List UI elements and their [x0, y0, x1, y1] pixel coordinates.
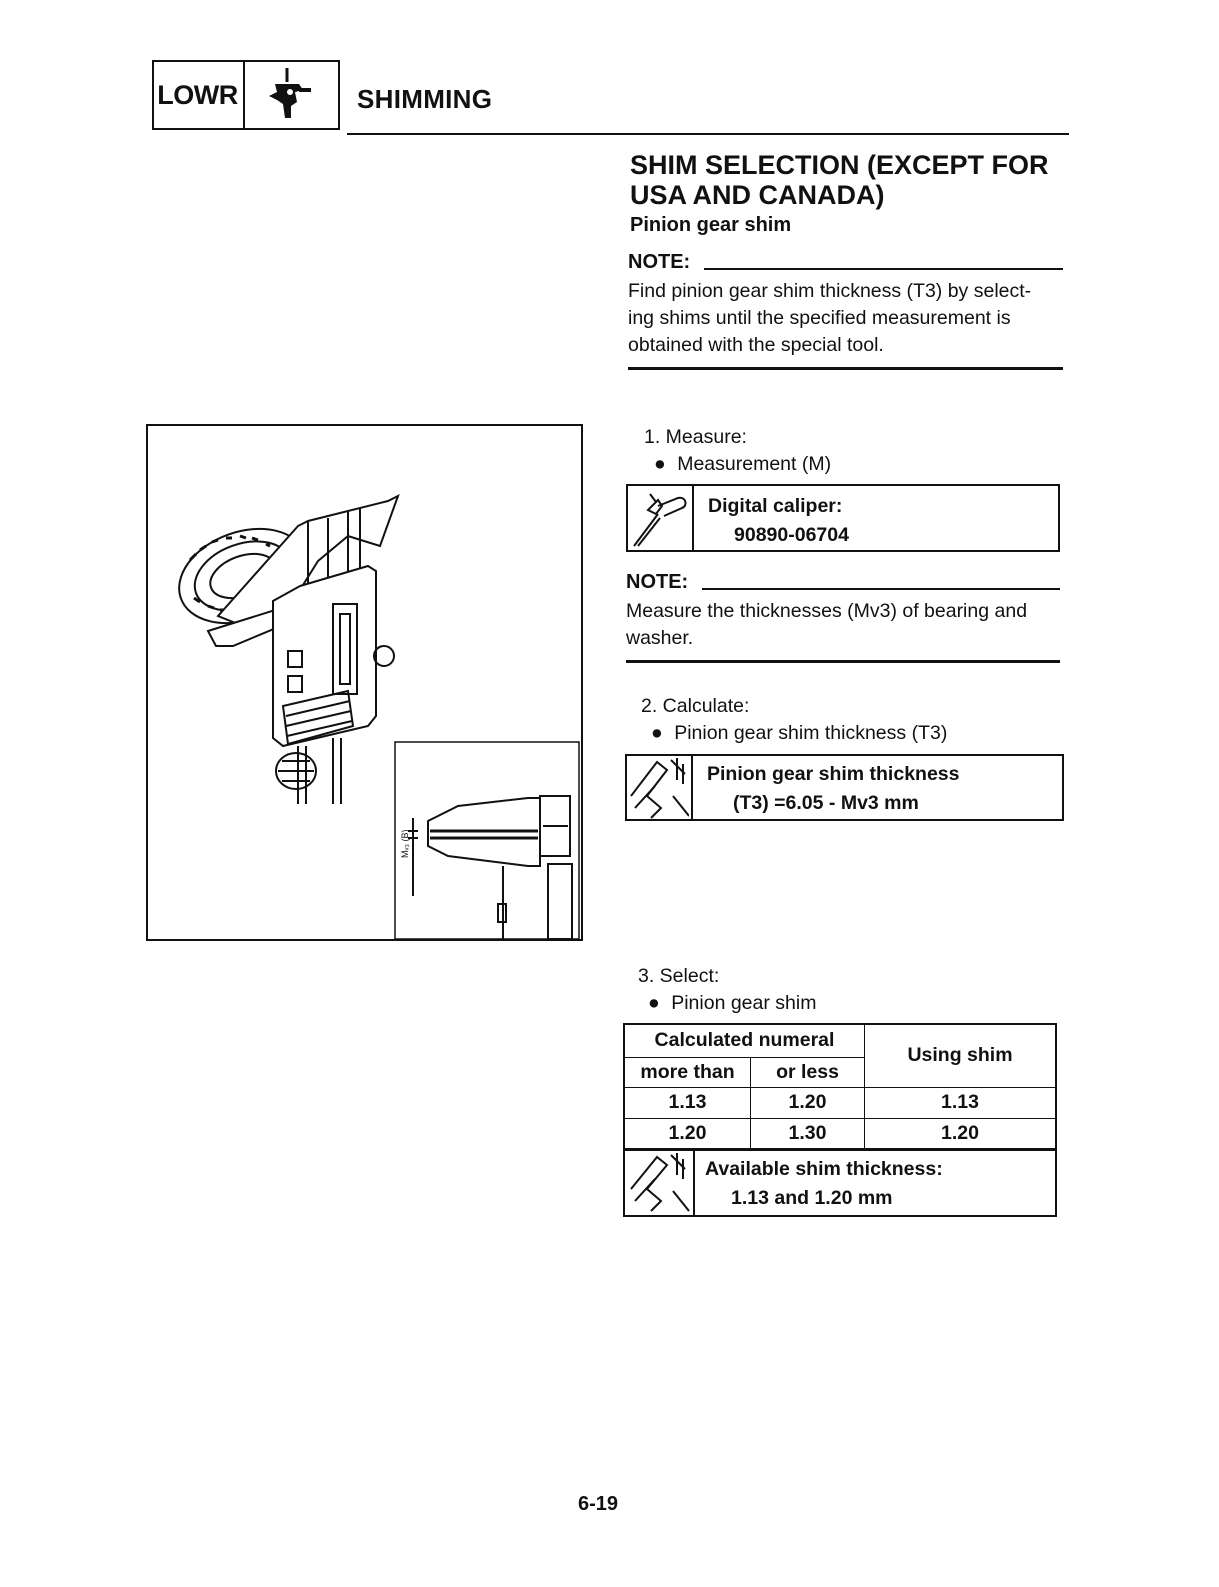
- bullet-dot: ●: [651, 722, 663, 744]
- note-line: ing shims until the specified measurement is: [628, 307, 1011, 329]
- cell-using-shim: 1.13: [865, 1087, 1056, 1118]
- header-rule: [347, 133, 1069, 135]
- step-1-heading: 1. Measure:: [644, 426, 747, 448]
- shim-selection-table: [623, 1023, 1057, 1217]
- digital-caliper-illustration: [146, 424, 583, 941]
- tool-part-number: 90890-06704: [734, 524, 849, 546]
- special-tool-box: [626, 484, 1060, 552]
- shim-table-grid: [625, 1025, 1055, 1149]
- note-label: NOTE:: [628, 251, 691, 273]
- step-1-bullet-text: Measurement (M): [677, 453, 832, 475]
- procedure-title-line-2: USA AND CANADA): [630, 180, 885, 210]
- available-shim-label: Available shim thickness:: [705, 1157, 943, 1180]
- available-shim-box: [625, 1149, 1055, 1215]
- note-text: [628, 278, 1063, 359]
- step-3-bullet-text: Pinion gear shim: [671, 992, 817, 1014]
- col-or-less: or less: [751, 1057, 865, 1087]
- available-shim-caliper-icon: [625, 1151, 695, 1215]
- note-text: [626, 598, 1060, 652]
- note-end-rule: [628, 367, 1063, 370]
- col-group-calculated-numeral: Calculated numeral: [625, 1025, 865, 1057]
- note-end-rule: [626, 660, 1060, 663]
- calculation-formula-box: [625, 754, 1064, 821]
- note-block-1: [628, 251, 1063, 370]
- table-row: [625, 1118, 1055, 1148]
- formula-line-1: Pinion gear shim thickness: [707, 763, 960, 785]
- bullet-dot: ●: [648, 992, 660, 1014]
- step-1-bullet: [654, 451, 831, 478]
- cell-using-shim: 1.20: [865, 1118, 1056, 1148]
- measurement-label: Mᵥ₃ (B): [400, 829, 410, 858]
- note-line: Find pinion gear shim thickness (T3) by select-: [628, 280, 1032, 302]
- cell-or-less: 1.20: [751, 1087, 865, 1118]
- lower-unit-icon: [247, 62, 338, 128]
- note-label: NOTE:: [626, 571, 689, 593]
- cell-more-than: 1.20: [625, 1118, 751, 1148]
- page-section-title: SHIMMING: [357, 84, 493, 114]
- formula-line-2: (T3) =6.05 - Mv3 mm: [733, 792, 919, 814]
- step-3-heading: 3. Select:: [638, 965, 720, 987]
- caliper-drawing: [148, 426, 581, 939]
- page-number: 6-19: [578, 1493, 619, 1515]
- calculation-caliper-icon: [627, 756, 693, 819]
- note-line: washer.: [626, 627, 694, 649]
- bullet-dot: ●: [654, 453, 666, 475]
- available-shim-values: 1.13 and 1.20 mm: [731, 1186, 893, 1209]
- note-line: obtained with the special tool.: [628, 334, 884, 356]
- step-2-heading: 2. Calculate:: [641, 695, 750, 717]
- procedure-subtitle: Pinion gear shim: [630, 214, 792, 236]
- col-more-than: more than: [625, 1057, 751, 1087]
- note-line: Measure the thicknesses (Mv3) of bearing and: [626, 600, 1028, 622]
- section-code: LOWR: [152, 60, 245, 130]
- note-rule: [704, 268, 1063, 270]
- step-2-bullet: [651, 720, 947, 747]
- table-row: [625, 1087, 1055, 1118]
- step-2-bullet-text: Pinion gear shim thickness (T3): [674, 722, 948, 744]
- note-block-2: [626, 571, 1060, 663]
- cell-more-than: 1.13: [625, 1087, 751, 1118]
- procedure-title-line-1: SHIM SELECTION (EXCEPT FOR: [630, 150, 1049, 180]
- note-rule: [702, 588, 1060, 590]
- col-using-shim: Using shim: [865, 1025, 1056, 1087]
- caliper-tool-icon: [628, 486, 694, 550]
- procedure-title: [630, 150, 1090, 210]
- cell-or-less: 1.30: [751, 1118, 865, 1148]
- tool-name: Digital caliper:: [708, 495, 843, 517]
- step-3-bullet: [648, 990, 816, 1017]
